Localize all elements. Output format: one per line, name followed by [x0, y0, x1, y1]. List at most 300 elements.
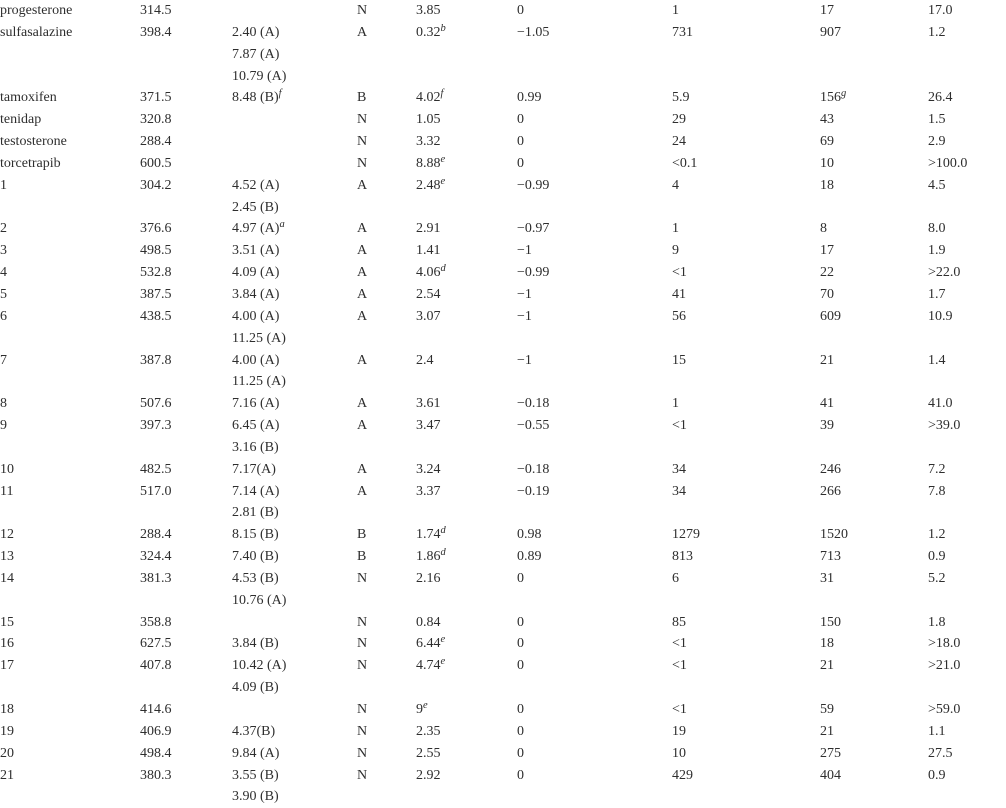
pka-line: 7.17(A): [232, 461, 276, 477]
cell-compound: 21: [0, 767, 14, 783]
cell-col8: 609: [820, 308, 841, 324]
cell-col7: 1: [672, 221, 679, 237]
cell-col7: 56: [672, 308, 686, 324]
cell-col6: −0.18: [517, 396, 550, 412]
cell-col6: 0: [517, 112, 524, 128]
pka-line: 4.09 (B): [232, 680, 279, 696]
cell-pka: [232, 612, 357, 634]
cell-col2: 600.5: [140, 155, 172, 171]
cell-col2: 407.8: [140, 658, 172, 674]
table-row: [0, 109, 1006, 131]
cell-compound: 12: [0, 527, 14, 543]
cell-col8: 21: [820, 723, 834, 739]
cell-pka: [232, 459, 357, 481]
cell-col8: 1520: [820, 527, 848, 543]
cell-compound: tamoxifen: [0, 90, 57, 106]
cell-col9: 1.8: [928, 614, 946, 630]
cell-col8: 43: [820, 112, 834, 128]
cell-pka: [232, 546, 357, 568]
cell-col6: 0.98: [517, 527, 542, 543]
cell-col8: 8: [820, 221, 827, 237]
cell-col2: 397.3: [140, 418, 172, 434]
cell-col6: −1: [517, 352, 532, 368]
cell-pka: [232, 655, 357, 699]
cell-col5: 9e: [416, 700, 428, 717]
pka-line: 2.81 (B): [232, 505, 279, 521]
cell-col4: N: [357, 155, 368, 171]
cell-col8: 69: [820, 134, 834, 150]
cell-col9: 7.2: [928, 461, 946, 477]
pka-line: 11.25 (A): [232, 330, 286, 346]
pka-line: 4.00 (A): [232, 352, 280, 368]
cell-col7: 15: [672, 352, 686, 368]
cell-col5: 3.47: [416, 418, 441, 434]
cell-col9: >18.0: [928, 636, 961, 652]
cell-compound: 19: [0, 723, 14, 739]
pka-line: 8.48 $(B)^f$: [232, 88, 282, 106]
cell-compound: sulfasalazine: [0, 24, 73, 40]
cell-col6: 0: [517, 570, 524, 586]
table-row: [0, 175, 1006, 219]
cell-col9: 17.0: [928, 3, 953, 18]
pka-line: 10.76 (A): [232, 592, 287, 608]
cell-col8: 156$^g$: [820, 88, 847, 106]
cell-col6: 0: [517, 614, 524, 630]
cell-col7: 6: [672, 570, 679, 586]
cell-col5: 6.44e: [416, 634, 446, 652]
cell-col4: A: [357, 308, 368, 324]
cell-col4: N: [357, 702, 368, 717]
cell-col9: 1.2: [928, 527, 946, 543]
table-row: [0, 0, 1006, 22]
cell-pka: [232, 153, 357, 175]
cell-col2: 532.8: [140, 265, 172, 281]
cell-col6: −0.99: [517, 265, 550, 281]
cell-col6: 0: [517, 155, 524, 171]
table-row: [0, 524, 1006, 546]
cell-col7: 9: [672, 243, 679, 259]
cell-col8: 18: [820, 636, 834, 652]
cell-col4: A: [357, 483, 368, 499]
cell-col6: −1: [517, 286, 532, 302]
cell-col2: 387.8: [140, 352, 172, 368]
cell-col6: −1: [517, 308, 532, 324]
cell-col7: 19: [672, 723, 686, 739]
cell-col9: >100.0: [928, 155, 968, 171]
cell-col4: A: [357, 177, 368, 193]
cell-col4: N: [357, 723, 368, 739]
cell-col7: 34: [672, 483, 686, 499]
cell-col4: A: [357, 221, 368, 237]
cell-col2: 387.5: [140, 286, 172, 302]
cell-pka: [232, 87, 357, 109]
cell-compound: 5: [0, 286, 7, 302]
cell-col6: 0: [517, 658, 524, 674]
cell-col4: N: [357, 767, 368, 783]
cell-col8: 70: [820, 286, 834, 302]
cell-col7: 813: [672, 549, 693, 565]
cell-col2: 398.4: [140, 24, 172, 40]
pka-line: 8.15 (B): [232, 527, 279, 543]
pka-line: 11.25 (A): [232, 374, 286, 390]
cell-col8: 275: [820, 745, 841, 761]
cell-pka: [232, 0, 357, 22]
cell-pka: [232, 262, 357, 284]
cell-col9: 0.9: [928, 767, 946, 783]
pka-line: 2.45 (B): [232, 199, 279, 215]
cell-col2: 414.6: [140, 702, 172, 717]
table-row: [0, 546, 1006, 568]
cell-col9: >22.0: [928, 265, 961, 281]
cell-compound: 10: [0, 461, 14, 477]
cell-col6: −0.18: [517, 461, 550, 477]
cell-pka: [232, 393, 357, 415]
cell-col9: 41.0: [928, 396, 953, 412]
cell-col7: 4: [672, 177, 679, 193]
pka-line: 4.00 (A): [232, 308, 280, 324]
pka-line: 2.40 (A): [232, 24, 280, 40]
table-row: [0, 743, 1006, 765]
pka-line: 4.97 $(A)^a$: [232, 219, 285, 237]
cell-col6: 0: [517, 3, 524, 18]
cell-compound: tenidap: [0, 112, 42, 128]
cell-compound: 6: [0, 308, 7, 324]
cell-col2: 288.4: [140, 134, 172, 150]
cell-col6: 0: [517, 767, 524, 783]
cell-compound: 14: [0, 570, 14, 586]
table-row: [0, 655, 1006, 699]
cell-col5: 2.4: [416, 352, 434, 368]
cell-col7: 10: [672, 745, 686, 761]
cell-col5: 3.85: [416, 3, 441, 18]
cell-col2: 358.8: [140, 614, 172, 630]
cell-col9: >21.0: [928, 658, 961, 674]
cell-col5: 0.32$^b$: [416, 22, 446, 40]
cell-col2: 406.9: [140, 723, 172, 739]
cell-col5: 2.55: [416, 745, 441, 761]
cell-col4: A: [357, 461, 368, 477]
table-row: [0, 153, 1006, 175]
pka-line: 4.53 (B): [232, 570, 279, 586]
cell-col5: 1.05: [416, 112, 441, 128]
cell-col9: 8.0: [928, 221, 946, 237]
cell-compound: 1: [0, 177, 7, 193]
cell-col8: 31: [820, 570, 834, 586]
cell-col5: 3.32: [416, 134, 441, 150]
cell-col8: 907: [820, 24, 841, 40]
cell-col2: 288.4: [140, 527, 172, 543]
cell-col5: 4.74e: [416, 656, 446, 674]
cell-col4: A: [357, 418, 368, 434]
cell-pka: [232, 481, 357, 525]
cell-col8: 17: [820, 3, 834, 18]
cell-compound: 3: [0, 243, 7, 259]
cell-compound: torcetrapib: [0, 155, 61, 171]
cell-compound: 8: [0, 396, 7, 412]
cell-col4: A: [357, 352, 368, 368]
table-row: [0, 393, 1006, 415]
cell-col2: 507.6: [140, 396, 172, 412]
cell-col6: 0: [517, 745, 524, 761]
cell-col5: 1.74$^d$: [416, 525, 446, 543]
cell-col8: 246: [820, 461, 841, 477]
table-row: [0, 87, 1006, 109]
pka-line: 3.84 (B): [232, 636, 279, 652]
cell-col9: 1.1: [928, 723, 946, 739]
table-row: [0, 765, 1006, 808]
cell-col2: 438.5: [140, 308, 172, 324]
pka-line: 3.84 (A): [232, 286, 280, 302]
cell-compound: 4: [0, 265, 7, 281]
cell-col2: 371.5: [140, 90, 172, 106]
cell-col5: 2.91: [416, 221, 441, 237]
cell-col4: A: [357, 243, 368, 259]
cell-col7: 34: [672, 461, 686, 477]
cell-col6: −0.99: [517, 177, 550, 193]
cell-pka: [232, 765, 357, 808]
cell-col9: >59.0: [928, 702, 961, 717]
cell-col6: −0.19: [517, 483, 550, 499]
cell-col6: −0.97: [517, 221, 550, 237]
cell-compound: testosterone: [0, 134, 67, 150]
table-row: [0, 284, 1006, 306]
cell-col5: 2.92: [416, 767, 441, 783]
cell-col4: B: [357, 527, 367, 543]
cell-col4: A: [357, 286, 368, 302]
cell-col8: 59: [820, 702, 834, 717]
cell-col2: 517.0: [140, 483, 172, 499]
cell-pka: [232, 218, 357, 240]
pka-line: 6.45 (A): [232, 418, 280, 434]
cell-col4: N: [357, 614, 368, 630]
cell-col9: 4.5: [928, 177, 946, 193]
cell-col6: −1.05: [517, 24, 550, 40]
cell-pka: [232, 131, 357, 153]
cell-col2: 482.5: [140, 461, 172, 477]
cell-pka: [232, 415, 357, 459]
cell-col8: 39: [820, 418, 834, 434]
cell-compound: 15: [0, 614, 14, 630]
cell-col2: 498.4: [140, 745, 172, 761]
cell-col6: 0: [517, 636, 524, 652]
cell-pka: [232, 721, 357, 743]
cell-pka: [232, 175, 357, 219]
cell-col2: 376.6: [140, 221, 172, 237]
cell-col5: 2.35: [416, 723, 441, 739]
cell-col7: <1: [672, 418, 687, 434]
table-row: [0, 218, 1006, 240]
cell-col9: 27.5: [928, 745, 953, 761]
cell-col9: 1.7: [928, 286, 946, 302]
cell-pka: [232, 633, 357, 655]
cell-col9: 1.4: [928, 352, 946, 368]
cell-col4: B: [357, 549, 367, 565]
cell-col7: 29: [672, 112, 686, 128]
cell-col9: 1.5: [928, 112, 946, 128]
table-row: [0, 415, 1006, 459]
cell-col9: 5.2: [928, 570, 946, 586]
cell-col8: 266: [820, 483, 841, 499]
cell-col7: 1: [672, 3, 679, 18]
cell-col9: 26.4: [928, 90, 953, 106]
cell-col7: <1: [672, 265, 687, 281]
pka-line: 10.42 (A): [232, 658, 287, 674]
cell-col5: 0.84: [416, 614, 441, 630]
cell-col8: 22: [820, 265, 834, 281]
cell-col9: 2.9: [928, 134, 946, 150]
cell-col9: >39.0: [928, 418, 961, 434]
cell-compound: 18: [0, 702, 14, 717]
cell-pka: [232, 524, 357, 546]
cell-col4: N: [357, 658, 368, 674]
cell-col5: 4.06$^d$: [416, 263, 446, 281]
cell-col4: N: [357, 3, 368, 18]
table-row: [0, 721, 1006, 743]
cell-col5: 3.07: [416, 308, 441, 324]
cell-col8: 150: [820, 614, 841, 630]
cell-col4: B: [357, 90, 367, 106]
table-row: [0, 22, 1006, 88]
cell-col8: 713: [820, 549, 841, 565]
cell-col2: 498.5: [140, 243, 172, 259]
cell-col2: 320.8: [140, 112, 172, 128]
cell-col8: 21: [820, 658, 834, 674]
cell-col4: N: [357, 745, 368, 761]
cell-pka: [232, 22, 357, 88]
cell-compound: 11: [0, 483, 14, 499]
cell-col6: 0: [517, 723, 524, 739]
pka-line: 4.37(B): [232, 723, 276, 739]
cell-col5: 8.88e: [416, 153, 446, 171]
table-row: [0, 612, 1006, 634]
table-row: [0, 481, 1006, 525]
cell-col2: 324.4: [140, 549, 172, 565]
pka-line: 9.84 (A): [232, 745, 280, 761]
cell-col7: <0.1: [672, 155, 698, 171]
cell-col9: 1.2: [928, 24, 946, 40]
cell-col4: A: [357, 396, 368, 412]
pka-line: 7.14 (A): [232, 483, 280, 499]
cell-pka: [232, 109, 357, 131]
cell-pka: [232, 284, 357, 306]
cell-col9: 7.8: [928, 483, 946, 499]
cell-pka: [232, 568, 357, 612]
cell-col7: 85: [672, 614, 686, 630]
table-row: [0, 262, 1006, 284]
cell-pka: [232, 240, 357, 262]
cell-pka: [232, 743, 357, 765]
cell-col8: 17: [820, 243, 834, 259]
cell-col5: 3.24: [416, 461, 441, 477]
cell-pka: [232, 306, 357, 350]
pka-line: 7.40 (B): [232, 549, 279, 565]
cell-col2: 381.3: [140, 570, 172, 586]
pka-line: 4.52 (A): [232, 177, 280, 193]
cell-col2: 380.3: [140, 767, 172, 783]
cell-col7: <1: [672, 658, 687, 674]
table-row: [0, 568, 1006, 612]
cell-col4: N: [357, 636, 368, 652]
cell-col7: 1: [672, 396, 679, 412]
cell-compound: 16: [0, 636, 14, 652]
cell-compound: 13: [0, 549, 14, 565]
cell-compound: 7: [0, 352, 7, 368]
cell-col5: 3.37: [416, 483, 441, 499]
table-row: [0, 699, 1006, 721]
cell-col6: 0.89: [517, 549, 542, 565]
cell-col6: −0.55: [517, 418, 550, 434]
cell-col6: −1: [517, 243, 532, 259]
cell-col9: 1.9: [928, 243, 946, 259]
table-row: [0, 459, 1006, 481]
cell-col2: 314.5: [140, 3, 172, 18]
cell-compound: progesterone: [0, 3, 73, 18]
cell-col4: A: [357, 24, 368, 40]
cell-col8: 41: [820, 396, 834, 412]
cell-col4: N: [357, 134, 368, 150]
pka-line: 3.55 (B): [232, 767, 279, 783]
cell-compound: 2: [0, 221, 7, 237]
cell-col7: 5.9: [672, 90, 690, 106]
cell-col5: 3.61: [416, 396, 441, 412]
pka-line: 3.90 (B): [232, 789, 279, 805]
cell-col7: 1279: [672, 527, 700, 543]
cell-col8: 404: [820, 767, 841, 783]
pka-line: 7.16 (A): [232, 396, 280, 412]
table-row: [0, 350, 1006, 394]
table-row: [0, 306, 1006, 350]
cell-col9: 10.9: [928, 308, 953, 324]
cell-col6: 0: [517, 134, 524, 150]
cell-pka: [232, 699, 357, 721]
cell-col4: A: [357, 265, 368, 281]
cell-col2: 627.5: [140, 636, 172, 652]
cell-col7: 24: [672, 134, 686, 150]
cell-compound: 20: [0, 745, 14, 761]
cell-col5: 1.41: [416, 243, 441, 259]
cell-col7: 429: [672, 767, 693, 783]
pka-line: 3.51 (A): [232, 243, 280, 259]
cell-col4: N: [357, 112, 368, 128]
cell-col6: 0.99: [517, 90, 542, 106]
cell-col5: 2.54: [416, 286, 441, 302]
table-row: [0, 633, 1006, 655]
cell-compound: 9: [0, 418, 7, 434]
cell-col4: N: [357, 570, 368, 586]
pka-line: 7.87 (A): [232, 46, 280, 62]
cell-col9: 0.9: [928, 549, 946, 565]
cell-col6: 0: [517, 702, 524, 717]
cell-col5: 2.48e: [416, 175, 446, 193]
table-row: [0, 240, 1006, 262]
cell-col7: <1: [672, 702, 687, 717]
pka-line: 3.16 (B): [232, 439, 279, 455]
pka-line: 4.09 (A): [232, 265, 280, 281]
cell-col8: 18: [820, 177, 834, 193]
table-row: [0, 131, 1006, 153]
cell-col7: 41: [672, 286, 686, 302]
cell-col5: 1.86$^d$: [416, 547, 446, 565]
cell-compound: 17: [0, 658, 14, 674]
cell-col8: 10: [820, 155, 834, 171]
cell-col8: 21: [820, 352, 834, 368]
cell-col5: 4.02$^f$: [416, 88, 444, 106]
cell-col5: 2.16: [416, 570, 441, 586]
cell-col2: 304.2: [140, 177, 172, 193]
pka-line: 10.79 (A): [232, 68, 287, 84]
cell-pka: [232, 350, 357, 394]
cell-col7: 731: [672, 24, 693, 40]
